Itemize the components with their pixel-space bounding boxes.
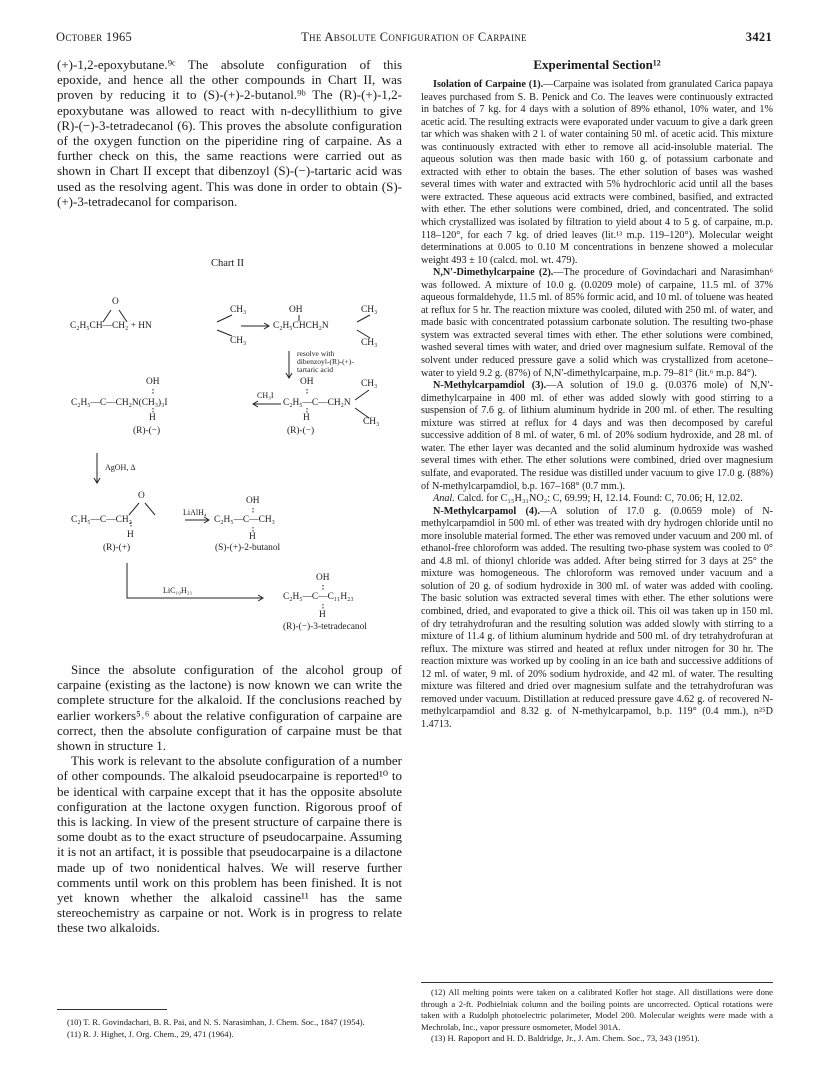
amine-bond-up: [217, 315, 232, 322]
left-paragraph-1: (+)-1,2-epoxybutane.⁹ᶜ The absolute configuration of this epoxide, and hence all the other compounds in Chart II, was proven by reducing it to (S)-(+)-2-butanol.⁹ᵇ The (R)-(+)-1,2-epoxybutane was allowed to react with n-decyllithium to give (R)-(−)-3-tetradecanol (6). This proves the absolute configuration of the oxygen function on the piperidine ring of carpaine. As a further check on this, the same reactions were carried out as shown in Chart II except that dibenzoyl (S)-(−)-tartaric acid was used as the resolving agent. This was done in order to obtain (S)-(+)-3-tetradecanol for comparison.: [57, 57, 402, 209]
footnote-10: (10) T. R. Govindachari, B. R. Pai, and N. S. Narasimhan, J. Chem. Soc., 1847 (1954).: [67, 1017, 365, 1027]
exp-paragraph-carpamol: [421, 506, 773, 732]
chart-label-resolve-1: resolve with: [297, 349, 335, 358]
footnotes-left: [57, 1017, 402, 1040]
chart-label-rm-a: (R)-(−): [133, 426, 161, 436]
right-column: [421, 57, 773, 731]
chart-label-rm-b: (R)-(−): [287, 426, 315, 436]
exp-lead-carpamol: N-Methylcarpamol (4).: [433, 505, 540, 517]
epox2-bond-right: [145, 503, 155, 515]
chart-label-tetradecyl: C₂H₅—C—C₁₁H₂₃: [283, 592, 354, 602]
left-column-lower: [57, 662, 402, 936]
chart-label-o1: O: [112, 297, 119, 307]
footnote-13: (13) H. Rapoport and H. D. Baldridge, Jr., J. Am. Chem. Soc., 73, 343 (1951).: [431, 1033, 700, 1044]
exp-lead-isolation: Isolation of Carpaine (1).: [433, 79, 544, 90]
chart-label-resolve-3: tartaric acid: [297, 365, 334, 374]
epox2-bond-left: [129, 503, 139, 515]
left-paragraph-2: Since the absolute configuration of the alcohol group of carpaine (existing as the lactone) is now known we can write the complete structure for the alkaloid. If the conclusions reached by earlier workers⁵˒⁶ about the relative configuration of carpaine are correct, then the absolute configuration of carpaine must be that shown in structure 1.: [57, 662, 402, 754]
chart-label-h-c: H: [127, 530, 134, 540]
header-date: October 1965: [56, 30, 133, 44]
chart-label-h-b: H: [303, 413, 310, 423]
chart-label-sp-butanol: (S)-(+)-2-butanol: [215, 543, 281, 553]
chart-title: Chart II: [211, 258, 244, 269]
chart-label-oh-c: OH: [146, 377, 160, 387]
left-column: [57, 57, 402, 209]
chart-label-epoxide-r: C₂H₅—C—CH₂: [71, 515, 132, 525]
chart-label-ch3-e: CH₃: [361, 379, 378, 389]
chart-label-oh-e: OH: [246, 496, 260, 506]
chart-label-ch3-d: CH₃: [361, 338, 378, 348]
chart-label-ch3-c: CH₃: [230, 336, 247, 346]
exp-text-carpamdiol: —A solution of 19.0 g. (0.0376 mole) of N,N′-dimethylcarpaine in 400 ml. of ether was added slowly with good stirring to a suspension of 7.6 g. of lithium aluminum hydride in 200 ml. of ether. The resulting mixture was stirred at reflux for 4 days and was then decomposed by careful successive addition of 8 ml. of water, 6 ml. of 20% sodium hydroxide, and 28 ml. of water. The ether layer was decanted and the solid aluminum hydroxide was washed several times with ether. The ether solutions were combined, dried over magnesium sulfate, and evaporated. The residue was distilled under vacuum to give 17.0 g. (88%) of N-methylcarpamdiol, b.p. 167–168° (0.7 mm.).: [421, 380, 773, 492]
exp-paragraph-anal: [421, 493, 773, 506]
footnote-12: (12) All melting points were taken on a calibrated Kofler hot stage. All distillations were done through a 2-ft. Podbielniak column and the boiling points are uncorrected. Optical rotations were taken with a Rudolph photoelectric polarimeter, Model 200. Molecular weights were made with a Mechrolab, Inc., vapor pressure osmometer, Model 301A.: [421, 987, 773, 1032]
chart-label-ch3i: CH₃I: [257, 391, 274, 400]
exp-paragraph-carpamdiol: [421, 380, 773, 493]
footnotes-right: [421, 982, 773, 1045]
chart-label-ch3-f: CH₃: [363, 417, 380, 427]
exp-paragraph-dimethyl: [421, 267, 773, 380]
experimental-section-title: Experimental Section¹²: [533, 57, 661, 72]
n-bond-up-b: [355, 390, 369, 400]
exp-text-isolation: —Carpaine was isolated from granulated Carica papaya leaves purchased from S. B. Penick and Co. The leaves were continuously extracted in batches of 7 kg. for 4 days with a solution of 89% ethanol, 10% water, and 1% acetic acid. The resulting extracts were evaporated under vacuum to give a dark green tar which was shaken with 2 l. of water containing 50 ml. of acetic acid. This mixture was continuously extracted with ether to remove all acid-insoluble material. The aqueous solution was then made basic with 160 g. of potassium carbonate and extracted with ether to obtain the bases. The ether solution of bases was washed several times with water and extracted with 5% hydrochloric acid until all the bases were extracted. These aqueous acid extracts were combined, basified, and extracted with ether. The ether solutions were combined, dried, and concentrated. The solid which crystallized was isolated by filtration to yield about 4 to 5 g. of carpaine, m.p. 118–120°, for each 7 kg. of dried leaves (lit.¹³ m.p. 119–120°). Molecular weight determinations at 0.005 to 0.10 M concentrations in benzene showed a molecular weight 493 ± 10 (calcd. mol. wt. 479).: [421, 79, 773, 266]
chart-label-lialh4: LiAlH₄: [183, 508, 207, 517]
exp-lead-carpamdiol: N-Methylcarpamdiol (3).: [433, 380, 547, 392]
arrow-lic10: [127, 563, 263, 598]
chart-label-oh-d: OH: [300, 377, 314, 387]
chart-label-oh-f: OH: [316, 573, 330, 583]
header-title: The Absolute Configuration of Carpaine: [301, 30, 527, 44]
chart-label-butanol: C₂H₅—C—CH₃: [214, 515, 275, 525]
exp-text-carpamol: —A solution of 17.0 g. (0.0659 mole) of N-methylcarpamdiol in 500 ml. of ether was treated with dry hydrogen chloride until no more insoluble material formed. The ether was removed under vacuum and 200 ml. of ethanol-free chloroform was added. The resulting two-phase system was cooled to 0° and 4.8 ml. of thionyl chloride was added. After being stirred for 3 days at 25° the mixture was homogeneous. The chloroform was removed under vacuum and a solution of 20 g. of sodium hydroxide in 300 ml. of water was added with cooling. The basic solution was extracted several times with ether. The ether solutions were combined, dried, and evaporated to give a thick oil. This oil was taken up in 150 ml. of dry tetrahydrofuran and the resulting solution was added slowly with stirring to a mixture of 11.4 g. of lithium aluminum hydride and 500 ml. of dry tetrahydrofuran at reflux. The mixture was stirred and heated at reflux under nitrogen for 30 hr. The reaction mixture was worked up by cooling in an ice bath and successive additions of 12 ml. of water, 9 ml. of 20% sodium hydroxide, and 42 ml. of water. The resulting mixture was filtered and dried over magnesium sulfate and the tetrahydrofuran was removed under vacuum. Distillation at reduced pressure gave 4.62 g. of recovered N-methylcarpamdiol and 8.32 g. of N-methylcarpamol, b.p. 119° (0.4 mm.), n²⁵D 1.4713.: [421, 505, 773, 730]
footnote-11: (11) R. J. Highet, J. Org. Chem., 29, 471 (1964).: [67, 1028, 234, 1039]
chart-label-agoh: AgOH, Δ: [105, 463, 136, 472]
chart-label-h-a: H: [149, 413, 156, 423]
exp-lead-anal: Anal.: [433, 493, 455, 505]
chart-label-h-d: H: [249, 532, 256, 542]
chart-label-row1-product: C₂H₅CHCH₂N: [273, 321, 329, 331]
page-number: 3421: [745, 30, 772, 44]
chart-ii: [57, 258, 402, 653]
chart-label-oh-a: OH: [289, 305, 303, 315]
left-paragraph-3: This work is relevant to the absolute configuration of a number of other compounds. The alkaloid pseudocarpaine is reported¹⁰ to be identical with carpaine except that it has the opposite absolute configuration at the lactone oxygen function. Rigorous proof of this is lacking. In view of the present structure of carpaine there is some doubt as to the exact structure of pseudocarpaine. Assuming it is not an artifact, it is possible that pseudocarpaine is a dilactone made up of two nonidentical halves. We will reserve further comments until work on this problem has been finished. It is not yet known whether the alkaloid cassine¹¹ has the same stereochemistry as carpaine or not. Work is in progress to relate these two alkaloids.: [57, 753, 402, 936]
chart-label-lic10h21: LiC₁₀H₂₁: [163, 586, 193, 595]
chart-label-row1-left: C₂H₅CH—CH₂ + HN: [70, 321, 152, 331]
n-bond-down-a: [357, 330, 370, 338]
chart-label-resolve-2: dibenzoyl-(R)-(+)-: [297, 357, 354, 366]
chart-label-rp: (R)-(+): [103, 543, 131, 553]
chart-label-ch3-a: CH₃: [230, 305, 247, 315]
chart-label-tetradecanol: (R)-(−)-3-tetradecanol: [283, 622, 367, 632]
running-header: [56, 30, 772, 48]
exp-lead-dimethyl: N,N′-Dimethylcarpaine (2).: [433, 267, 554, 279]
exp-text-anal: Calcd. for C₁₅H₃₁NO₂: C, 69.99; H, 12.14. Found: C, 70.06; H, 12.02.: [454, 493, 743, 505]
chart-label-quat-salt: C₂H₅—C—CH₂N(CH₃)₃I: [71, 398, 168, 408]
chart-label-amine: C₂H₅—C—CH₂N: [283, 398, 351, 408]
exp-text-dimethyl: —The procedure of Govindachari and Narasimhan⁶ was followed. A mixture of 10.0 g. (0.0209 mole) of carpaine, 11.5 ml. of 37% aqueous formaldehyde, 11.5 ml. of 85% formic acid, and 10 ml. of toluene was heated at reflux for 5 hr. The reaction mixture was cooled, diluted with 250 ml. of water, and made basic with concentrated potassium carbonate solution. The resulting two-phase system was extracted several times with ether. The ether solutions were combined, washed several times with water, and dried over magnesium sulfate. Removal of the solvent under reduced pressure gave a solid which was crystallized from acetone–water to yield 9.2 g. (87%) of N,N′-dimethylcarpaine, m.p. 79–81° (lit.⁶ m.p. 84°).: [421, 267, 773, 379]
exp-paragraph-isolation: [421, 79, 773, 267]
chart-label-o2: O: [138, 491, 145, 501]
footnote-rule-left: [57, 1009, 167, 1010]
chart-label-ch3-b: CH₃: [361, 305, 378, 315]
n-bond-up-a: [357, 315, 370, 322]
chart-label-h-e: H: [319, 610, 326, 620]
